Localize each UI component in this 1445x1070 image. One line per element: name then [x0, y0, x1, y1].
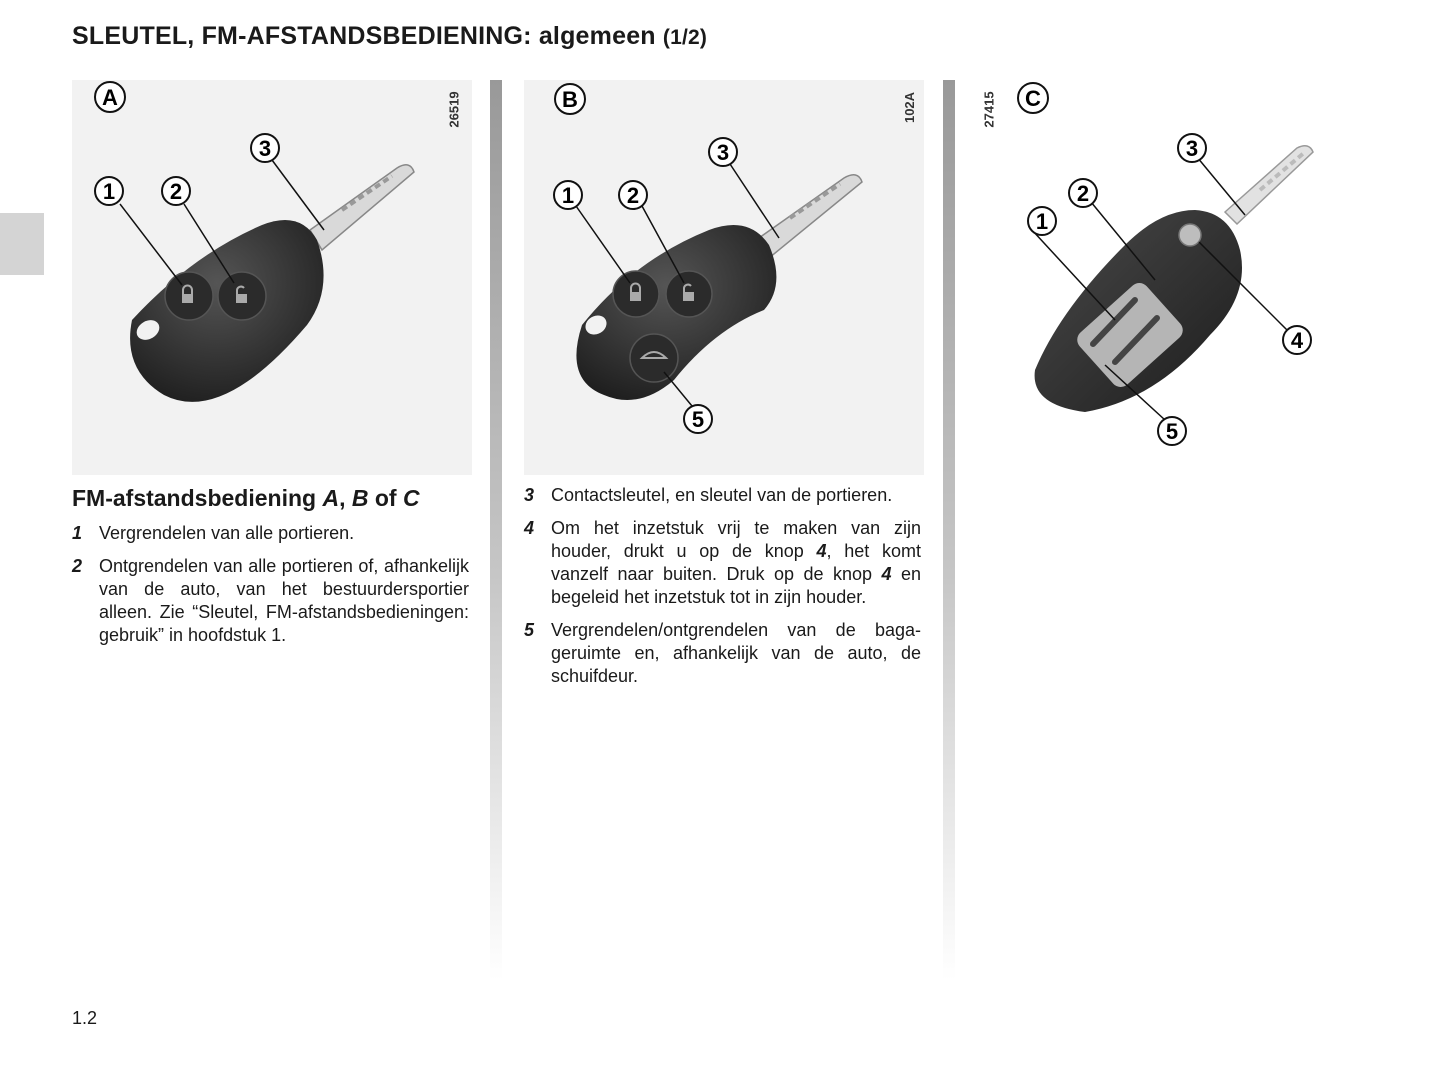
svg-text:3: 3	[716, 140, 730, 165]
callout-c-3	[1178, 134, 1206, 162]
page-title: SLEUTEL, FM-AFSTANDSBEDIENING: algemeen (1/2)	[72, 22, 708, 50]
callout-b-2	[619, 181, 647, 209]
figure-b-id: 102A	[902, 91, 918, 124]
figure-c	[975, 80, 1375, 475]
section-heading: FM-afstandsbediening A, B of C	[72, 485, 420, 511]
callout-a-2	[162, 177, 190, 205]
item-text: Om het inzetstuk vrij te maken van zijn houder, drukt u op de knop 4, het komt vanzelf naar buiten. Druk op de knop 4 en begeleid het inzetstuk tot in zijn houder.	[551, 518, 921, 607]
column-divider-2	[943, 80, 955, 980]
figure-label-c	[1018, 83, 1048, 113]
figure-a	[72, 80, 472, 475]
figure-b	[524, 80, 924, 475]
item-number: 4	[524, 518, 535, 538]
svg-text:1: 1	[1035, 209, 1049, 234]
svg-text:3: 3	[258, 136, 272, 161]
key-a-illustration	[72, 80, 472, 475]
svg-text:1: 1	[102, 179, 116, 204]
item-number: 1	[72, 523, 83, 543]
list-item-2	[72, 555, 469, 647]
page-number: 1.2	[72, 1008, 98, 1028]
list-item-5	[524, 619, 921, 688]
callout-c-5	[1158, 417, 1186, 445]
figure-label-b	[555, 84, 585, 114]
key-c-illustration	[975, 80, 1375, 475]
column-2-text	[524, 484, 921, 698]
callout-b-1	[554, 181, 582, 209]
svg-text:5: 5	[1165, 419, 1179, 444]
item-text: Contactsleutel, en sleutel van de portieren.	[551, 485, 893, 505]
callout-a-3	[251, 134, 279, 162]
list-item-3	[524, 484, 921, 507]
item-text: Ontgrendelen van alle portieren of, afhankelijk van de auto, van het bestuurdersportier alleen. Zie “Sleutel, FM-afstandsbedieningen: gebruik” in hoofdstuk 1.	[99, 556, 469, 645]
svg-text:5: 5	[691, 407, 705, 432]
list-item-1	[72, 522, 469, 545]
svg-text:2: 2	[626, 183, 640, 208]
svg-text:1: 1	[561, 183, 575, 208]
column-1-text	[72, 484, 469, 657]
item-text: Vergrendelen van alle portieren.	[99, 523, 355, 543]
key-b-illustration	[524, 80, 924, 475]
svg-text:2: 2	[1076, 181, 1090, 206]
item-text: Vergrendelen/ontgrendelen van de bagageruimte en, afhankelijk van de auto, de schuifdeur.	[551, 620, 921, 686]
column-divider-1	[490, 80, 502, 980]
callout-a-1	[95, 177, 123, 205]
svg-text:C: C	[1025, 86, 1041, 111]
callout-c-1	[1028, 207, 1056, 235]
svg-text:A: A	[102, 85, 118, 110]
item-number: 3	[524, 485, 535, 505]
callout-b-5	[684, 405, 712, 433]
svg-text:4: 4	[1290, 328, 1304, 353]
callout-c-2	[1069, 179, 1097, 207]
chapter-tab	[0, 213, 44, 275]
item-number: 2	[72, 556, 83, 576]
svg-text:B: B	[562, 87, 578, 112]
list-item-4	[524, 517, 921, 609]
page-title-suffix: (1/2)	[662, 26, 708, 49]
svg-text:2: 2	[169, 179, 183, 204]
callout-c-4	[1283, 326, 1311, 354]
item-number: 5	[524, 620, 535, 640]
svg-text:3: 3	[1185, 136, 1199, 161]
callout-b-3	[709, 138, 737, 166]
figure-c-id: 27415	[981, 91, 997, 128]
figure-label-a	[95, 82, 125, 112]
figure-a-id: 26519	[446, 91, 462, 128]
